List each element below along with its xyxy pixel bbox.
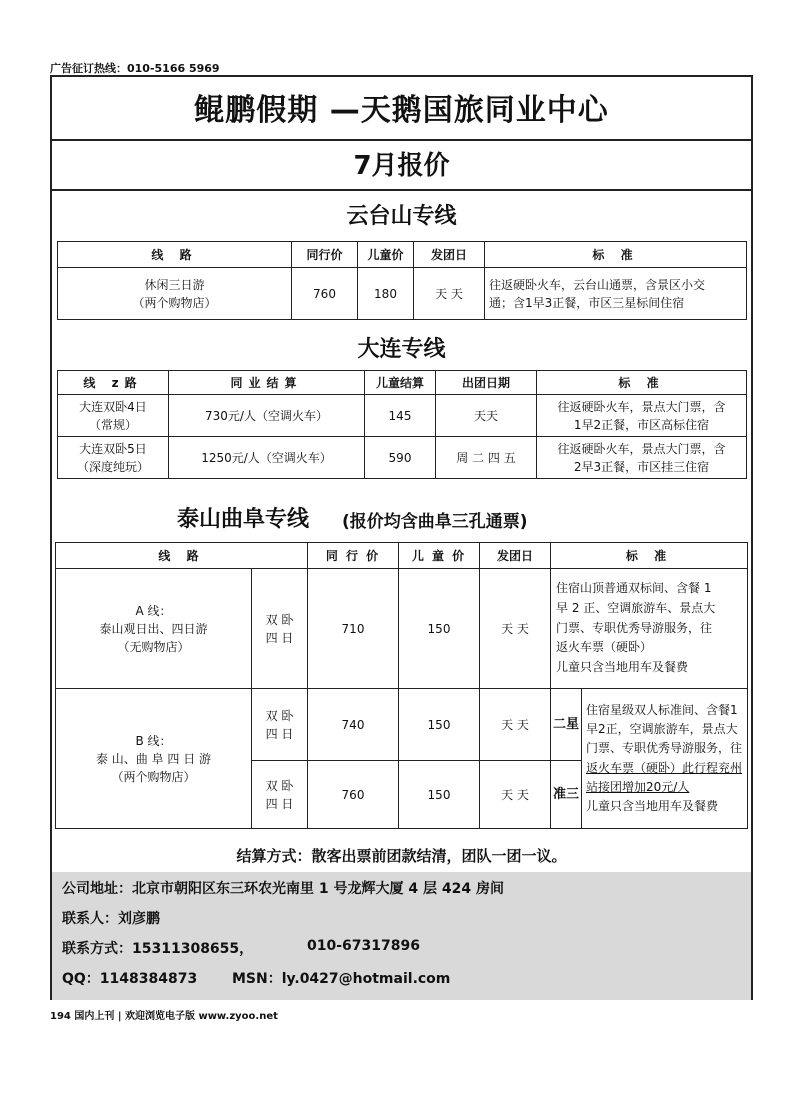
col-header: 儿童结算 [365,371,436,395]
settlement-terms: 结算方式：散客出票前团款结清，团队一团一议。 [236,847,567,865]
col-header: 标 准 [551,543,748,569]
col-header: 儿童价 [358,242,414,268]
col-header: 发团日 [480,543,551,569]
contact-phone: 联系方式：15311308655， [62,941,254,957]
col-header: 标 准 [537,371,747,395]
section-title-taishan: 泰山曲阜专线 [177,507,310,532]
standard-line: 门票、专职优秀导游服务，往 [586,741,743,756]
price-cell: 710 [308,569,399,689]
depart-day-cell: 天 天 [480,761,551,829]
standard-line: 往返硬卧火车，云台山通票，含景区小交 [489,277,706,292]
route-cell [58,395,169,437]
col-header: 线 路 [58,242,292,268]
depart-day-cell: 天 天 [480,569,551,689]
standard-cell [485,268,747,320]
page-title: 鲲鹏假期 —天鹅国旅同业中心 [194,93,609,128]
standard-line: 站接团增加20元/人 [586,779,690,794]
route-note: （两个购物店） [132,295,217,310]
standard-line: 返火车票（硬卧） [556,640,653,655]
section-title-yuntai: 云台山专线 [346,204,457,229]
star-level-cell: 准三 [551,761,582,829]
price-cell: 740 [308,689,399,761]
transport-line: 双 卧 [265,612,294,627]
col-header: 发团日 [414,242,485,268]
route-cell [56,569,252,689]
route-note: （无购物店） [117,639,190,654]
standard-cell [537,395,747,437]
route-code: B 线： [135,733,172,748]
col-header: 线 路 [56,543,308,569]
divider [52,189,751,191]
transport-cell [252,569,308,689]
taishan-table [55,542,748,829]
contact-qq: QQ：1148384873 [62,971,198,987]
col-header: 儿 童 价 [399,543,480,569]
price-cell: 760 [292,268,358,320]
standard-line: 往返硬卧火车，景点大门票，含 [557,441,726,456]
standard-line: 早 2 正、空调旅游车、景点大 [556,600,716,615]
standard-line: 1早2正餐，市区高标住宿 [573,417,710,432]
route-cell [56,689,252,829]
col-header: 同 行 价 [308,543,399,569]
price-cell: 730元/人（空调火车） [169,395,365,437]
depart-day-cell: 天天 [436,395,537,437]
contact-box [52,872,751,1000]
standard-cell [582,689,748,829]
divider [52,139,751,141]
standard-line: 返火车票（硬卧）此行程兖州 [586,760,743,775]
section-note-taishan: (报价均含曲阜三孔通票) [342,512,528,532]
standard-line: 早2正，空调旅游车，景点大 [586,722,738,737]
section-title-dalian: 大连专线 [357,337,446,362]
page-frame [50,75,753,1000]
child-price-cell: 150 [399,761,480,829]
star-level-cell: 二星 [551,689,582,761]
transport-cell [252,761,308,829]
standard-line: 儿童只含当地用车及餐费 [556,660,689,675]
standard-line: 门票、专职优秀导游服务，往 [556,620,713,635]
route-name: 大连双卧4日 [79,399,147,414]
ad-hotline: 广告征订热线：010-5166 5969 [50,62,220,75]
transport-line: 双 卧 [265,708,294,723]
standard-cell [537,437,747,479]
dalian-table [57,370,747,479]
transport-cell [252,689,308,761]
contact-msn: MSN：ly.0427@hotmail.com [232,971,451,987]
route-note: （常规） [88,417,137,432]
transport-line: 四 日 [265,796,294,811]
route-cell [58,268,292,320]
child-price-cell: 150 [399,569,480,689]
standard-line: 2早3正餐，市区挂三住宿 [573,459,710,474]
col-header: 标 准 [485,242,747,268]
route-name: 泰 山、曲 阜 四 日 游 [95,751,212,766]
transport-line: 四 日 [265,726,294,741]
transport-line: 双 卧 [265,778,294,793]
standard-line: 住宿星级双人标准间、含餐1 [586,702,738,717]
price-cell: 760 [308,761,399,829]
child-price-cell: 145 [365,395,436,437]
price-cell: 1250元/人（空调火车） [169,437,365,479]
standard-cell [551,569,748,689]
contact-person: 联系人：刘彦鹏 [62,911,160,927]
route-name: 休闲三日游 [144,277,205,292]
yuntai-table [57,241,747,320]
standard-line: 通；含1早3正餐，市区三星标间住宿 [489,295,685,310]
standard-line: 住宿山顶普通双标间、含餐 1 [556,581,712,595]
col-header: 同业结算 [169,371,365,395]
route-note: （两个购物店） [111,769,196,784]
child-price-cell: 590 [365,437,436,479]
depart-day-cell: 周 二 四 五 [436,437,537,479]
route-name: 大连双卧5日 [79,441,147,456]
route-note: （深度纯玩） [76,459,149,474]
col-header: 同行价 [292,242,358,268]
col-header: 线 z路 [58,371,169,395]
route-cell [58,437,169,479]
page-subtitle: 7月报价 [353,151,450,181]
depart-day-cell: 天 天 [414,268,485,320]
transport-line: 四 日 [265,630,294,645]
child-price-cell: 150 [399,689,480,761]
depart-day-cell: 天 天 [480,689,551,761]
col-header: 出团日期 [436,371,537,395]
company-address: 公司地址：北京市朝阳区东三环农光南里 1 号龙辉大厦 4 层 424 房间 [62,881,504,897]
route-code: A 线： [135,603,172,618]
contact-phone-2: 010-67317896 [307,938,420,954]
child-price-cell: 180 [358,268,414,320]
standard-line: 往返硬卧火车，景点大门票，含 [557,399,726,414]
standard-line: 儿童只含当地用车及餐费 [586,798,719,813]
route-name: 泰山观日出、四日游 [99,621,208,636]
page-footer: 194 国内上刊 | 欢迎浏览电子版 www.zyoo.net [50,1011,278,1022]
